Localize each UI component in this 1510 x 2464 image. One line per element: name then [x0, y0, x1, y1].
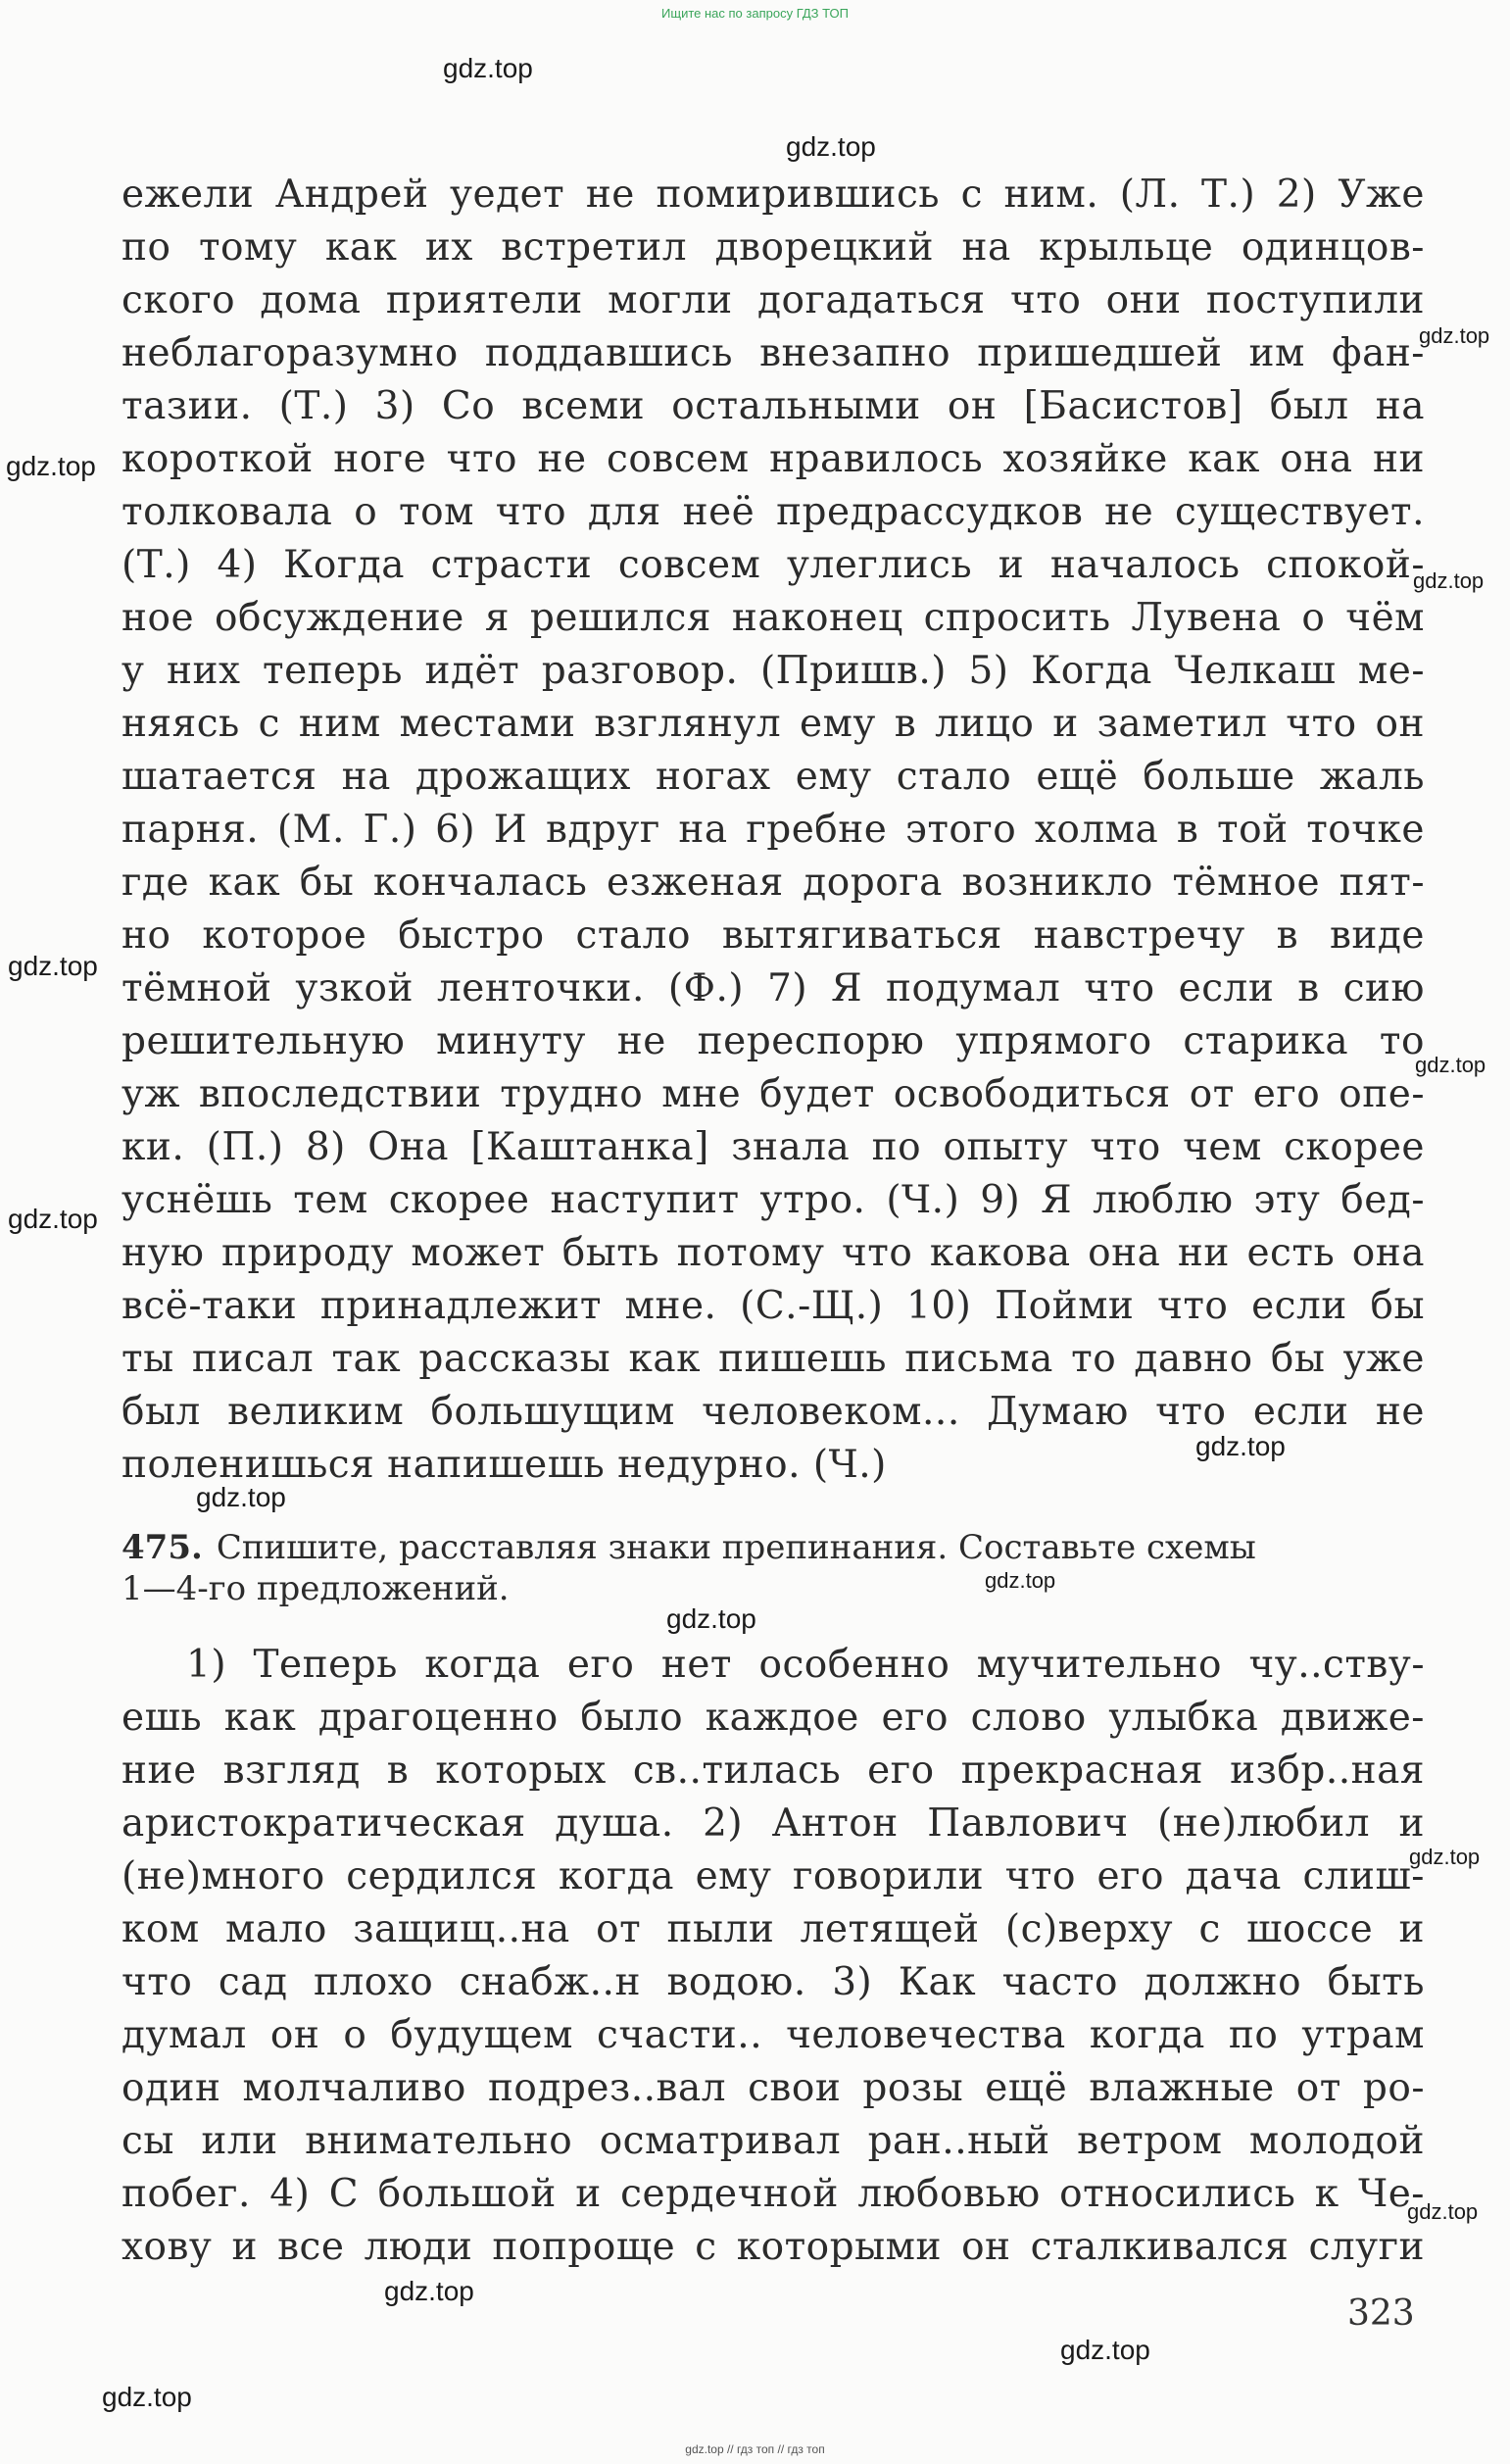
text-line: был великим большущим человеком... Думаю что если не [122, 1390, 1425, 1434]
text-line: ную природу может быть потому что какова она ни есть она [122, 1231, 1425, 1275]
text-line: тёмной узкой ленточки. (Ф.) 7) Я подумал что если в сию [122, 966, 1425, 1010]
watermark: gdz.top [6, 451, 96, 481]
text-line: аристократическая душа. 2) Антон Павлович (не)любил и [122, 1801, 1425, 1846]
watermark: gdz.top [666, 1603, 756, 1634]
text-line: толковала о том что для неё предрассудков не существует. [122, 490, 1425, 534]
watermark: gdz.top [8, 951, 98, 981]
text-line: побег. 4) С большой и сердечной любовью относились к Че- [122, 2172, 1425, 2216]
text-line: поленишься напишешь недурно. (Ч.) [122, 1443, 887, 1487]
top-banner: Ищите нас по запросу ГДЗ ТОП [661, 6, 849, 21]
watermark: gdz.top [985, 1568, 1056, 1593]
text-line: уж впоследствии трудно мне будет освободиться от его опе- [122, 1072, 1425, 1116]
text-line: решительную минуту не переспорю упрямого старика то [122, 1019, 1425, 1063]
text-line: ком мало защищ..на от пыли летящей (с)верху с шоссе и [122, 1907, 1425, 1951]
text-line: ешь как драгоценно было каждое его слово улыбка движе- [122, 1696, 1425, 1740]
watermark: gdz.top [1413, 568, 1485, 593]
exercise-task-text: Спишите, расставляя знаки препинания. Составьте схемы [216, 1528, 1256, 1567]
watermark: gdz.top [1415, 1053, 1486, 1077]
text-line: ние взгляд в которых св..тилась его прекрасная избр..ная [122, 1749, 1425, 1793]
watermark: gdz.top [196, 1482, 286, 1512]
watermark: gdz.top [1195, 1431, 1286, 1461]
text-line: ского дома приятели могли догадаться что они поступили [122, 278, 1425, 322]
text-line: хову и все люди попроще с которыми он сталкивался слуги [122, 2225, 1425, 2269]
text-line: неблагоразумно поддавшись внезапно пришедшей им фан- [122, 331, 1425, 375]
text-line: шатается на дрожащих ногах ему стало ещё больше жаль [122, 755, 1425, 799]
text-line: один молчаливо подрез..вал свои розы ещё влажные от ро- [122, 2066, 1425, 2110]
text-line: ное обсуждение я решился наконец спросить Лувена о чём [122, 596, 1425, 640]
text-line: сы или внимательно осматривал ран..ный ветром молодой [122, 2119, 1425, 2163]
text-line: по тому как их встретил дворецкий на крыльце одинцов- [122, 225, 1425, 270]
watermark: gdz.top [443, 53, 533, 83]
watermark: gdz.top [1060, 2335, 1150, 2365]
watermark: gdz.top [8, 1204, 98, 1234]
text-line: всё-таки принадлежит мне. (С.-Щ.) 10) Пойми что если бы [122, 1284, 1425, 1328]
watermark: gdz.top [384, 2276, 474, 2306]
exercise-number: 475. [122, 1528, 203, 1567]
text-line: где как бы кончалась езженая дорога возникло тёмное пят- [122, 861, 1425, 905]
text-line: ки. (П.) 8) Она [Каштанка] знала по опыту что чем скорее [122, 1125, 1425, 1169]
exercise-task-line2: 1—4-го предложений. [122, 1569, 510, 1608]
watermark: gdz.top [1409, 1845, 1481, 1869]
text-line: но которое быстро стало вытягиваться навстречу в виде [122, 913, 1425, 958]
text-line: (не)много сердился когда ему говорили что его дача слиш- [122, 1854, 1425, 1898]
text-line: думал он о будущем счасти.. человечества когда по утрам [122, 2013, 1425, 2057]
bottom-banner: gdz.top // гдз топ // гдз топ [685, 2442, 825, 2456]
text-line: что сад плохо снабж..н водою. 3) Как часто должно быть [122, 1960, 1425, 2004]
text-line: тазии. (Т.) 3) Со всеми остальными он [Басистов] был на [122, 384, 1425, 428]
watermark: gdz.top [1419, 323, 1490, 348]
text-line: парня. (М. Г.) 6) И вдруг на гребне этого холма в той точке [122, 808, 1425, 852]
page-number: 323 [1347, 2293, 1415, 2334]
text-line: 1) Теперь когда его нет особенно мучительно чу..ству- [186, 1643, 1425, 1687]
text-line: няясь с ним местами взглянул ему в лицо и заметил что он [122, 702, 1425, 746]
watermark: gdz.top [1407, 2199, 1479, 2224]
text-line: ежели Андрей уедет не помирившись с ним. (Л. Т.) 2) Уже [122, 172, 1425, 217]
text-line: ты писал так рассказы как пишешь письма то давно бы уже [122, 1337, 1425, 1381]
watermark: gdz.top [102, 2382, 192, 2412]
text-line: (Т.) 4) Когда страсти совсем улеглись и началось спокой- [122, 543, 1425, 587]
text-line: у них теперь идёт разговор. (Пришв.) 5) Когда Челкаш ме- [122, 649, 1425, 693]
exercise-task [122, 1527, 1425, 1568]
text-line: короткой ноге что не совсем нравилось хозяйке как она ни [122, 437, 1425, 481]
text-line: уснёшь тем скорее наступит утро. (Ч.) 9) Я люблю эту бед- [122, 1178, 1425, 1222]
watermark: gdz.top [786, 131, 876, 162]
